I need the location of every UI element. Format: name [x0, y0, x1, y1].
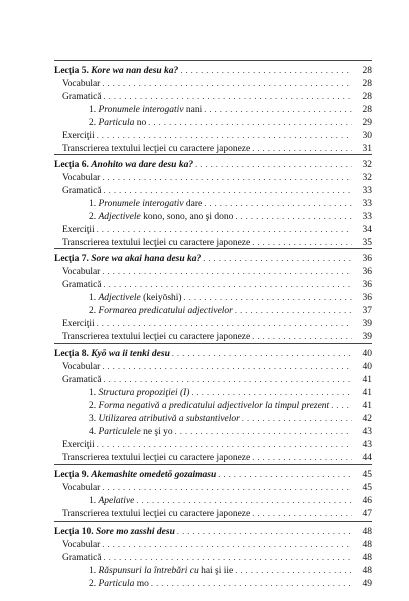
- lesson-title: Lecţia 9. Akemashite omedetō gozaimasu: [54, 470, 217, 480]
- toc-entry: Gramatică . . . 28: [62, 90, 372, 103]
- toc-entry: Vocabular . . . 40: [62, 360, 372, 373]
- lesson-title: Lecţia 5. Kore wa nan desu ka?: [54, 66, 179, 76]
- toc-entry: Vocabular . . . 36: [62, 265, 372, 278]
- toc-subentry: 2. Particula mo . . . 49: [89, 577, 372, 590]
- toc-entry: Exerciţii . . . 34: [62, 223, 372, 236]
- divider: [54, 343, 372, 344]
- toc-subentry: 1. Răspunsuri la întrebări cu hai şi iie . . . 48: [89, 564, 372, 577]
- toc-entry: Vocabular . . . 45: [62, 481, 372, 494]
- dot-leader: [180, 64, 352, 77]
- toc-entry: Gramatică . . . 41: [62, 373, 372, 386]
- toc-subentry: 2. Formarea predicatului adjectivelor . . . 37: [89, 304, 372, 317]
- lesson-title-row: [54, 468, 372, 481]
- page-number: 32: [362, 160, 372, 170]
- toc-subentry: 2. Adjectivele kono, sono, ano şi dono . . . 33: [89, 210, 372, 223]
- page-number: 36: [362, 254, 372, 264]
- toc-entry: Gramatică . . . 33: [62, 184, 372, 197]
- lesson-title-row: [54, 252, 372, 265]
- page-number: 28: [362, 66, 372, 76]
- toc-subentry: 4. Particulele ne şi yo . . . 43: [89, 425, 372, 438]
- page-number: 45: [362, 470, 372, 480]
- lesson-title: Lecţia 8. Kyō wa ii tenki desu: [54, 349, 170, 359]
- page-number: 48: [362, 527, 372, 537]
- lesson-title-row: [54, 64, 372, 77]
- divider: [54, 521, 372, 522]
- toc-subentry: 1. Structura propoziţiei (I) . . . 41: [89, 386, 372, 399]
- toc-entry: Transcrierea textului lecţiei cu caractere japoneze . . . 39: [62, 330, 372, 343]
- toc-entry: Exerciţii . . . 30: [62, 129, 372, 142]
- toc-entry: Exerciţii . . . 43: [62, 438, 372, 451]
- toc-entry: Transcrierea textului lecţiei cu caractere japoneze . . . 47: [62, 507, 372, 520]
- toc-subentry: 1. Apelative . . . 46: [89, 494, 372, 507]
- toc-entry: Transcrierea textului lecţiei cu caractere japoneze . . . 31: [62, 142, 372, 155]
- divider: [54, 248, 372, 249]
- lesson-title-row: [54, 347, 372, 360]
- divider: [54, 154, 372, 155]
- toc-entry: Gramatică . . . 36: [62, 278, 372, 291]
- lesson-title: Lecţia 7. Sore wa akai hana desu ka?: [54, 254, 202, 264]
- toc-entry: Gramatică . . . 48: [62, 551, 372, 564]
- divider: [54, 464, 372, 465]
- toc-subentry: 1. Adjectivele (keiyōshi) . . . 36: [89, 291, 372, 304]
- toc-subentry: 1. Pronumele interogativ dare . . . 33: [89, 197, 372, 210]
- page-number: 40: [362, 349, 372, 359]
- toc-entry: Vocabular . . . 28: [62, 77, 372, 90]
- lesson-title-row: [54, 525, 372, 538]
- toc-subentry: 2. Particula no . . . 29: [89, 116, 372, 129]
- lesson-title: Lecţia 10. Sore mo zasshi desu: [54, 527, 175, 537]
- lesson-title-row: [54, 158, 372, 171]
- divider: [54, 60, 372, 61]
- lesson-title: Lecţia 6. Anohito wa dare desu ka?: [54, 160, 194, 170]
- toc-subentry: 1. Pronumele interogativ nani . . . 28: [89, 103, 372, 116]
- toc-entry: Vocabular . . . 32: [62, 171, 372, 184]
- toc-subentry: 2. Forma negativă a predicatului adjectivelor la timpul prezent . . . 41: [89, 399, 372, 412]
- toc-entry: Vocabular . . . 48: [62, 538, 372, 551]
- toc-entry: Transcrierea textului lecţiei cu caractere japoneze . . . 44: [62, 451, 372, 464]
- toc-entry: Exerciţii . . . 39: [62, 317, 372, 330]
- toc-entry: Transcrierea textului lecţiei cu caractere japoneze . . . 35: [62, 236, 372, 249]
- toc-subentry: 3. Utilizarea atributivă a substantivelor . . . 42: [89, 412, 372, 425]
